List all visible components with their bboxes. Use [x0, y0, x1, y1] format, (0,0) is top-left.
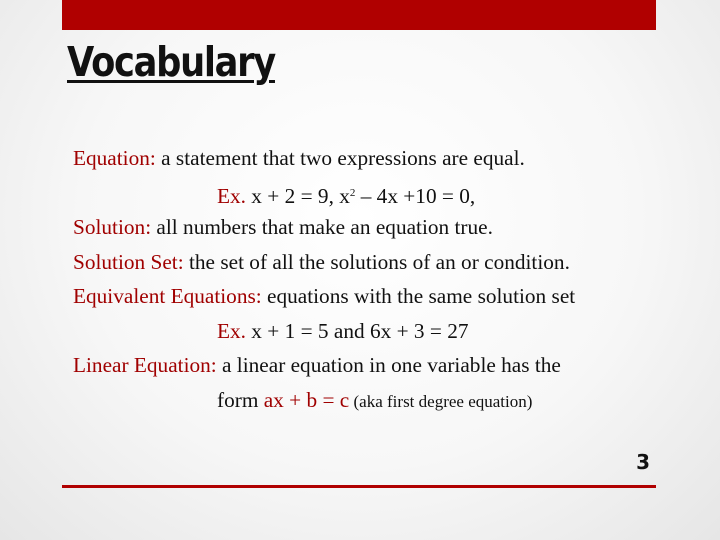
example-label-equation: Ex. [217, 183, 246, 208]
form-prefix: form [217, 387, 264, 412]
term-solution: Solution: [73, 215, 152, 239]
example-exponent: 2 [349, 186, 356, 199]
slide-title: Vocabulary [67, 38, 275, 86]
form-equation: ax + b = c [263, 387, 350, 412]
form-note: (aka first degree equation) [349, 391, 533, 411]
bottom-accent-rule [62, 485, 656, 488]
definition-linear-equation [73, 351, 673, 386]
example-text-equation-part2: – 4x +10 = 0, [355, 183, 476, 208]
term-equation: Equation: [73, 146, 156, 170]
definition-solution [73, 213, 673, 248]
term-equivalent-equations: Equivalent Equations: [73, 284, 262, 308]
definition-solution-set [73, 248, 673, 283]
example-label-equivalent: Ex. [217, 318, 246, 343]
definition-text-solution-set: the set of all the solutions of an or condition. [183, 249, 570, 274]
definition-text-linear-equation: a linear equation in one variable has the [216, 353, 561, 377]
example-text-equivalent: x + 1 = 5 and 6x + 3 = 27 [245, 318, 469, 343]
top-accent-bar [62, 0, 656, 30]
term-linear-equation: Linear Equation: [73, 353, 217, 377]
term-solution-set: Solution Set: [73, 249, 184, 274]
example-equivalent-equations [73, 317, 673, 352]
slide-body [73, 144, 673, 420]
definition-text-solution: all numbers that make an equation true. [151, 215, 493, 239]
definition-equivalent-equations [73, 282, 673, 317]
definition-text-equation: a statement that two expressions are equal. [155, 146, 525, 170]
example-text-equation-part1: x + 2 = 9, x [245, 183, 350, 208]
example-equation [73, 179, 673, 214]
definition-text-equivalent-equations: equations with the same solution set [261, 284, 576, 308]
definition-equation [73, 144, 673, 179]
linear-equation-form [73, 386, 673, 421]
page-number: 3 [636, 450, 650, 474]
